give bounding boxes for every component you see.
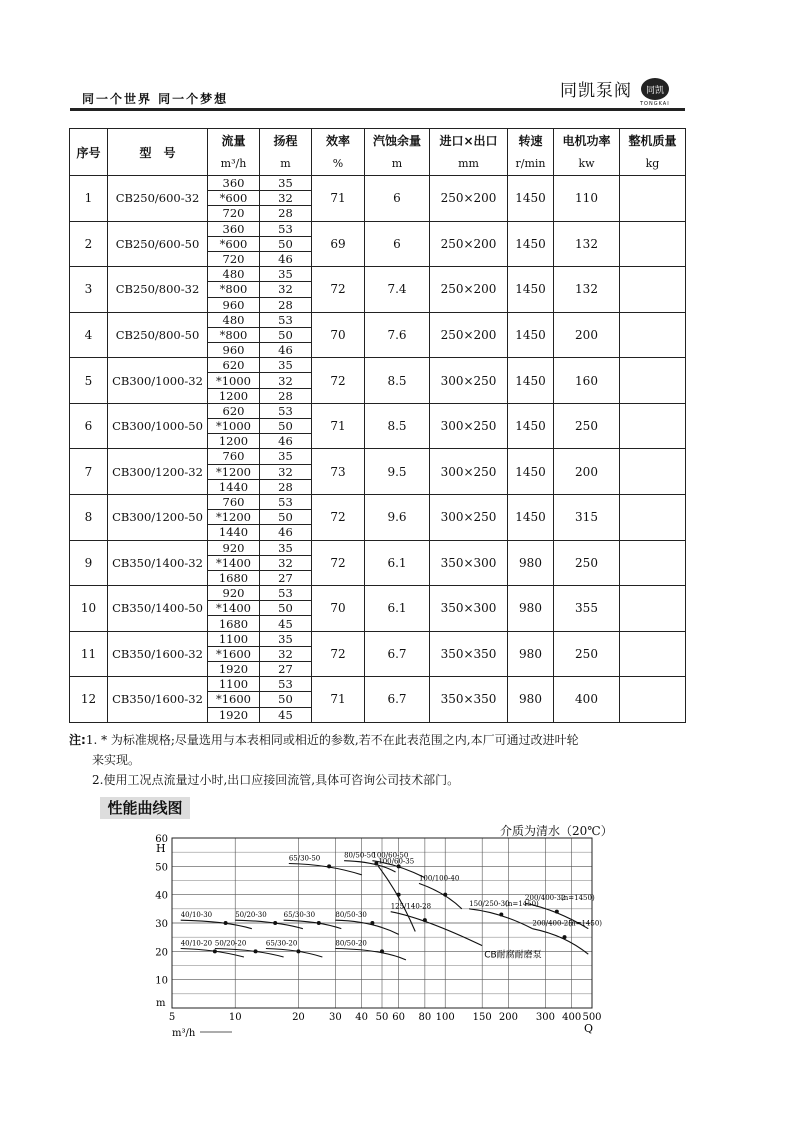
efficiency-cell: 70 (312, 312, 365, 358)
series-label: 50/20-20 (214, 939, 247, 948)
model-cell: CB300/1000-50 (108, 403, 208, 449)
series-label: 100/100-40 (418, 874, 460, 883)
model-cell: CB350/1400-32 (108, 540, 208, 586)
power-cell: 400 (554, 677, 620, 723)
x-tick-label: 100 (435, 1012, 455, 1023)
series-label: 125/140-28 (390, 902, 432, 911)
speed-cell: 1450 (508, 267, 554, 313)
mass-cell (620, 449, 686, 495)
header-rule (70, 108, 685, 111)
head-cell: 50 (260, 692, 312, 707)
table-row (70, 221, 686, 236)
efficiency-cell: 73 (312, 449, 365, 495)
column-unit: kg (620, 152, 686, 176)
power-cell: 250 (554, 403, 620, 449)
flow-cell: 1920 (208, 707, 260, 722)
model-cell: CB300/1200-32 (108, 449, 208, 495)
flow-cell: 760 (208, 449, 260, 464)
y-tick-label: 10 (155, 975, 168, 987)
x-tick-label: 40 (355, 1012, 369, 1023)
mass-cell (620, 540, 686, 586)
head-cell: 28 (260, 479, 312, 494)
note-1: 1. * 为标准规格;尽量选用与本表相同或相近的参数,若不在此表范围之内,本厂可通过改进叶轮 (85, 733, 579, 747)
notes-label: 注: (69, 733, 86, 747)
column-header: 型 号 (108, 129, 208, 176)
port-size-cell: 300×250 (430, 449, 508, 495)
series-label: 100/60-35 (378, 857, 415, 866)
flow-cell: 1920 (208, 662, 260, 677)
flow-cell: 920 (208, 540, 260, 555)
npsh-cell: 6.7 (365, 677, 430, 723)
series-note: (n=1450) (561, 894, 595, 903)
rated-point (380, 949, 384, 953)
series-label: 80/50-30 (335, 911, 367, 920)
rated-point (443, 893, 447, 897)
row-number: 8 (70, 494, 108, 540)
rated-point (317, 921, 321, 925)
speed-cell: 1450 (508, 403, 554, 449)
y-axis-label: H (156, 842, 166, 855)
flow-cell: 760 (208, 494, 260, 509)
flow-cell: *1600 (208, 692, 260, 707)
series-label: 150/250-30 (469, 899, 510, 908)
model-cell: CB250/600-32 (108, 176, 208, 222)
flow-cell: *1600 (208, 646, 260, 661)
power-cell: 315 (554, 494, 620, 540)
port-size-cell: 350×300 (430, 586, 508, 632)
x-tick-label: 150 (472, 1012, 492, 1023)
series-curve (266, 949, 322, 958)
rated-point (254, 949, 258, 953)
head-cell: 27 (260, 662, 312, 677)
flow-cell: *1000 (208, 419, 260, 434)
x-tick-label: 400 (562, 1012, 582, 1023)
head-cell: 50 (260, 419, 312, 434)
head-cell: 46 (260, 525, 312, 540)
efficiency-cell: 72 (312, 494, 365, 540)
port-size-cell: 350×350 (430, 677, 508, 723)
head-cell: 32 (260, 373, 312, 388)
mass-cell (620, 586, 686, 632)
efficiency-cell: 71 (312, 176, 365, 222)
x-tick-label: 10 (228, 1012, 242, 1023)
npsh-cell: 6.1 (365, 586, 430, 632)
column-unit: m (365, 152, 430, 176)
port-size-cell: 300×250 (430, 494, 508, 540)
column-header: 序号 (70, 129, 108, 176)
flow-cell: *600 (208, 236, 260, 251)
speed-cell: 980 (508, 677, 554, 723)
efficiency-cell: 72 (312, 631, 365, 677)
flow-cell: 360 (208, 221, 260, 236)
power-cell: 355 (554, 586, 620, 632)
rated-point (296, 949, 300, 953)
header-slogan: 同一个世界 同一个梦想 (82, 92, 229, 106)
flow-cell: 1680 (208, 616, 260, 631)
head-cell: 32 (260, 191, 312, 206)
head-cell: 46 (260, 251, 312, 266)
spec-table (69, 128, 686, 723)
mass-cell (620, 677, 686, 723)
medium-note: 介质为清水（20℃） (500, 824, 613, 838)
power-cell: 200 (554, 312, 620, 358)
flow-cell: 1200 (208, 388, 260, 403)
head-cell: 53 (260, 677, 312, 692)
table-row (70, 358, 686, 373)
series-label: 50/20-30 (235, 911, 267, 920)
flow-cell: *1400 (208, 601, 260, 616)
port-size-cell: 300×250 (430, 403, 508, 449)
head-cell: 53 (260, 403, 312, 418)
npsh-cell: 6.1 (365, 540, 430, 586)
head-cell: 35 (260, 358, 312, 373)
speed-cell: 1450 (508, 176, 554, 222)
series-label: 65/30-30 (283, 911, 316, 920)
flow-cell: 720 (208, 206, 260, 221)
port-size-cell: 250×200 (430, 221, 508, 267)
head-cell: 28 (260, 297, 312, 312)
power-cell: 160 (554, 358, 620, 404)
head-cell: 53 (260, 312, 312, 327)
rated-point (370, 921, 374, 925)
brand-logo: 同凯 (641, 78, 669, 100)
series-note: (n=1450) (505, 899, 539, 908)
npsh-cell: 8.5 (365, 358, 430, 404)
brand-logo-sub: TONGKAI (640, 101, 670, 107)
mass-cell (620, 631, 686, 677)
head-cell: 53 (260, 494, 312, 509)
flow-cell: 480 (208, 267, 260, 282)
rated-point (213, 949, 217, 953)
x-tick-label: 200 (498, 1012, 518, 1023)
efficiency-cell: 72 (312, 267, 365, 313)
note-2: 2.使用工况点流量过小时,出口应接回流管,具体可咨询公司技术部门。 (92, 773, 460, 787)
npsh-cell: 8.5 (365, 403, 430, 449)
table-row (70, 403, 686, 418)
mass-cell (620, 312, 686, 358)
series-label: 65/30-50 (288, 854, 321, 863)
mass-cell (620, 358, 686, 404)
row-number: 1 (70, 176, 108, 222)
column-unit: m³/h (208, 152, 260, 176)
table-row (70, 631, 686, 646)
head-cell: 32 (260, 282, 312, 297)
series-curve (469, 909, 532, 929)
flow-cell: 620 (208, 403, 260, 418)
series-label: 40/10-20 (180, 939, 213, 948)
rated-point (499, 913, 503, 917)
column-header: 转速 (508, 129, 554, 153)
row-number: 4 (70, 312, 108, 358)
npsh-cell: 9.6 (365, 494, 430, 540)
rated-point (563, 935, 567, 939)
table-row (70, 494, 686, 509)
flow-cell: 920 (208, 586, 260, 601)
column-header: 汽蚀余量 (365, 129, 430, 153)
table-row (70, 267, 686, 282)
head-cell: 50 (260, 236, 312, 251)
power-cell: 132 (554, 267, 620, 313)
port-size-cell: 250×200 (430, 176, 508, 222)
flow-cell: *1000 (208, 373, 260, 388)
header-brand: 同凯泵阀 (560, 81, 632, 101)
efficiency-cell: 69 (312, 221, 365, 267)
row-number: 10 (70, 586, 108, 632)
series-label: 200/400-25 (532, 919, 573, 928)
series-label: 65/30-20 (265, 939, 298, 948)
speed-cell: 980 (508, 631, 554, 677)
series-label: 80/50-50 (344, 851, 376, 860)
column-unit: r/min (508, 152, 554, 176)
head-cell: 46 (260, 343, 312, 358)
flow-cell: 1440 (208, 525, 260, 540)
rated-point (224, 921, 228, 925)
head-cell: 50 (260, 510, 312, 525)
power-cell: 250 (554, 540, 620, 586)
y-tick-label: 20 (155, 947, 168, 959)
x-axis-label: Q (584, 1022, 594, 1035)
curve-section-title: 性能曲线图 (100, 797, 190, 819)
y-tick-label: 30 (155, 919, 168, 930)
rated-point (273, 921, 277, 925)
mass-cell (620, 403, 686, 449)
port-size-cell: 350×350 (430, 631, 508, 677)
speed-cell: 1450 (508, 221, 554, 267)
npsh-cell: 6.7 (365, 631, 430, 677)
flow-cell: 1440 (208, 479, 260, 494)
series-curve (391, 912, 483, 946)
column-header: 效率 (312, 129, 365, 153)
head-cell: 35 (260, 267, 312, 282)
table-row (70, 312, 686, 327)
model-cell: CB350/1600-32 (108, 631, 208, 677)
flow-cell: 720 (208, 251, 260, 266)
series-curve (335, 949, 406, 960)
series-curve (284, 920, 342, 929)
flow-cell: *600 (208, 191, 260, 206)
efficiency-cell: 70 (312, 586, 365, 632)
series-label: 100/60-50 (372, 851, 409, 860)
head-cell: 35 (260, 631, 312, 646)
flow-cell: *1200 (208, 464, 260, 479)
column-unit: % (312, 152, 365, 176)
flow-cell: 1100 (208, 631, 260, 646)
head-cell: 35 (260, 540, 312, 555)
table-row (70, 677, 686, 692)
flow-cell: *1200 (208, 510, 260, 525)
x-tick-label: 60 (392, 1012, 405, 1023)
rated-point (423, 918, 427, 922)
row-number: 12 (70, 677, 108, 723)
x-tick-label: 50 (375, 1012, 389, 1023)
chart-annotation: CB耐腐耐磨泵 (484, 950, 542, 961)
flow-cell: *800 (208, 327, 260, 342)
head-cell: 35 (260, 176, 312, 191)
head-cell: 53 (260, 586, 312, 601)
x-tick-label: 300 (535, 1012, 555, 1023)
row-number: 3 (70, 267, 108, 313)
model-cell: CB350/1400-50 (108, 586, 208, 632)
table-row (70, 586, 686, 601)
notes (69, 730, 709, 790)
head-cell: 45 (260, 707, 312, 722)
flow-cell: 1100 (208, 677, 260, 692)
flow-cell: *1400 (208, 555, 260, 570)
port-size-cell: 250×200 (430, 267, 508, 313)
column-header: 电机功率 (554, 129, 620, 153)
series-note: (n=1450) (568, 919, 603, 928)
x-tick-label: 5 (168, 1012, 176, 1023)
x-tick-label: 80 (418, 1012, 432, 1023)
efficiency-cell: 71 (312, 403, 365, 449)
column-header: 整机质量 (620, 129, 686, 153)
mass-cell (620, 267, 686, 313)
head-cell: 35 (260, 449, 312, 464)
head-cell: 46 (260, 434, 312, 449)
efficiency-cell: 72 (312, 540, 365, 586)
power-cell: 132 (554, 221, 620, 267)
series-label: 200/400-32 (525, 894, 566, 903)
power-cell: 110 (554, 176, 620, 222)
flow-cell: 960 (208, 343, 260, 358)
flow-cell: 1680 (208, 570, 260, 585)
row-number: 7 (70, 449, 108, 495)
column-unit: kw (554, 152, 620, 176)
series-curve (378, 866, 415, 931)
table-row (70, 176, 686, 191)
flow-cell: 480 (208, 312, 260, 327)
efficiency-cell: 72 (312, 358, 365, 404)
npsh-cell: 7.6 (365, 312, 430, 358)
row-number: 2 (70, 221, 108, 267)
head-cell: 28 (260, 388, 312, 403)
npsh-cell: 6 (365, 176, 430, 222)
port-size-cell: 350×300 (430, 540, 508, 586)
note-1-cont: 来实现。 (92, 753, 141, 767)
head-cell: 45 (260, 616, 312, 631)
series-curve (289, 864, 362, 875)
head-cell: 53 (260, 221, 312, 236)
rated-point (397, 893, 401, 897)
flow-cell: 1200 (208, 434, 260, 449)
head-cell: 28 (260, 206, 312, 221)
performance-chart (140, 830, 610, 1040)
head-cell: 50 (260, 327, 312, 342)
column-header: 流量 (208, 129, 260, 153)
x-tick-label: 30 (329, 1012, 342, 1023)
y-axis-unit: m (156, 998, 166, 1009)
model-cell: CB250/800-32 (108, 267, 208, 313)
head-cell: 32 (260, 555, 312, 570)
mass-cell (620, 494, 686, 540)
series-curve (181, 920, 252, 929)
model-cell: CB250/800-50 (108, 312, 208, 358)
series-curve (335, 920, 398, 934)
column-unit: mm (430, 152, 508, 176)
speed-cell: 1450 (508, 358, 554, 404)
column-header: 进口×出口 (430, 129, 508, 153)
power-cell: 250 (554, 631, 620, 677)
flow-cell: *800 (208, 282, 260, 297)
speed-cell: 980 (508, 586, 554, 632)
model-cell: CB350/1600-32 (108, 677, 208, 723)
x-axis-unit: m³/h (172, 1028, 196, 1039)
mass-cell (620, 221, 686, 267)
y-tick-label: 50 (155, 862, 168, 874)
speed-cell: 1450 (508, 494, 554, 540)
flow-cell: 960 (208, 297, 260, 312)
rated-point (327, 864, 331, 868)
flow-cell: 620 (208, 358, 260, 373)
power-cell: 200 (554, 449, 620, 495)
speed-cell: 1450 (508, 312, 554, 358)
series-label: 80/50-20 (335, 939, 367, 948)
rated-point (555, 910, 559, 914)
model-cell: CB250/600-50 (108, 221, 208, 267)
column-unit: m (260, 152, 312, 176)
port-size-cell: 300×250 (430, 358, 508, 404)
model-cell: CB300/1200-50 (108, 494, 208, 540)
table-row (70, 540, 686, 555)
column-header: 扬程 (260, 129, 312, 153)
row-number: 6 (70, 403, 108, 449)
row-number: 5 (70, 358, 108, 404)
efficiency-cell: 71 (312, 677, 365, 723)
head-cell: 27 (260, 570, 312, 585)
y-tick-label: 40 (155, 890, 168, 902)
head-cell: 32 (260, 464, 312, 479)
x-tick-label: 20 (292, 1012, 305, 1023)
mass-cell (620, 176, 686, 222)
model-cell: CB300/1000-32 (108, 358, 208, 404)
speed-cell: 980 (508, 540, 554, 586)
npsh-cell: 9.5 (365, 449, 430, 495)
npsh-cell: 6 (365, 221, 430, 267)
npsh-cell: 7.4 (365, 267, 430, 313)
row-number: 11 (70, 631, 108, 677)
series-label: 40/10-30 (180, 911, 213, 920)
head-cell: 50 (260, 601, 312, 616)
y-tick-label: 60 (155, 834, 168, 845)
speed-cell: 1450 (508, 449, 554, 495)
row-number: 9 (70, 540, 108, 586)
port-size-cell: 250×200 (430, 312, 508, 358)
table-row (70, 449, 686, 464)
head-cell: 32 (260, 646, 312, 661)
flow-cell: 360 (208, 176, 260, 191)
x-tick-label: 500 (582, 1012, 602, 1023)
